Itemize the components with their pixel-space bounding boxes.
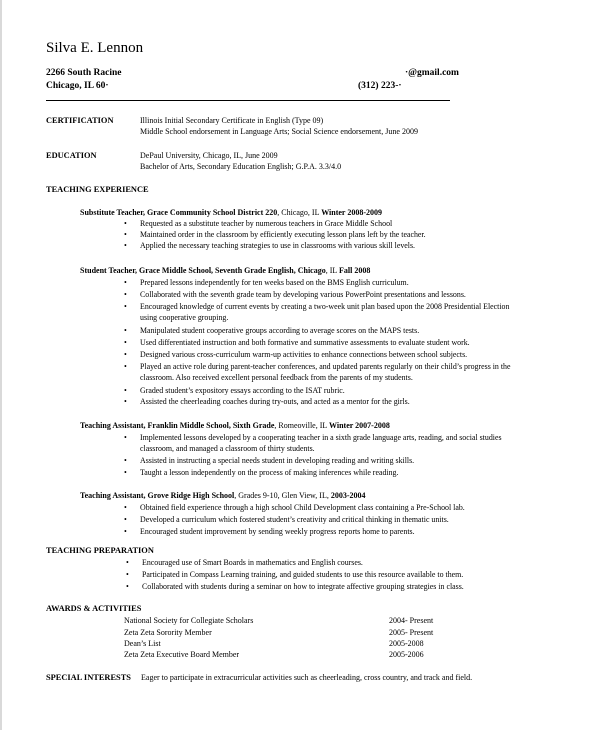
certification-heading: CERTIFICATION [46, 116, 114, 125]
bullet-icon: • [124, 325, 127, 335]
teaching-preparation-heading: TEACHING PREPARATION [46, 546, 154, 555]
list-item-continuation: classroom, and managed a classroom of thirty students. [140, 444, 315, 453]
awards-heading: AWARDS & ACTIVITIES [46, 604, 142, 613]
list-item: • Prepared lessons independently for ten weeks based on the BMS English curriculum. [124, 277, 409, 287]
award-name: National Society for Collegiate Scholars [124, 616, 254, 625]
bullet-icon: • [124, 361, 127, 371]
list-item: • Designed various cross-curriculum warm-up activities to enhance connections between school subjects. [124, 349, 468, 359]
bullet-icon: • [126, 581, 129, 591]
bullet-icon: • [124, 337, 127, 347]
list-item: • Maintained order in the classroom by efficiently executing lesson plans left by the teacher. [124, 229, 426, 239]
job-title-line [80, 208, 382, 217]
job-title: Teaching Assistant, Grove Ridge High School [80, 491, 235, 500]
list-item: • Encouraged knowledge of current events by creating a two-week unit plan based upon the 2008 Presidential Election [124, 301, 510, 311]
job-title-line [80, 266, 370, 275]
list-item: • Encouraged student improvement by sending weekly progress reports home to parents. [124, 526, 415, 536]
job-dates: Winter 2007-2008 [329, 421, 390, 430]
job-dates: Fall 2008 [339, 266, 371, 275]
job-dates: Winter 2008-2009 [321, 208, 382, 217]
job-title: Student Teacher, Grace Middle School, Seventh Grade English, Chicago [80, 266, 326, 275]
bullet-icon: • [124, 514, 127, 524]
bullet-icon: • [126, 569, 129, 579]
bullet-icon: • [124, 349, 127, 359]
job-title: Substitute Teacher, Grace Community School District 220 [80, 208, 278, 217]
certification-line: Middle School endorsement in Language Arts; Social Science endorsement, June 2009 [140, 127, 418, 136]
list-item: • Encouraged use of Smart Boards in mathematics and English courses. [126, 557, 363, 567]
bullet-icon: • [124, 526, 127, 536]
job-title: Teaching Assistant, Franklin Middle School, Sixth Grade [80, 421, 275, 430]
list-item-continuation: using cooperative grouping. [140, 313, 229, 322]
bullet-icon: • [124, 432, 127, 442]
award-dates: 2005-2008 [389, 639, 424, 648]
list-item: • Manipulated student cooperative groups according to average scores on the MAPS tests. [124, 325, 420, 335]
list-item: • Assisted in instructing a special needs student in developing reading and writing skills. [124, 455, 415, 465]
award-name: Zeta Zeta Executive Board Member [124, 650, 240, 659]
special-interests-heading: SPECIAL INTERESTS [46, 673, 131, 682]
list-item: • Used differentiated instruction and both formative and summative assessments to evaluate student work. [124, 337, 470, 347]
teaching-experience-heading: TEACHING EXPERIENCE [46, 185, 149, 194]
award-name: Dean’s List [124, 639, 161, 648]
bullet-icon: • [124, 301, 127, 311]
job-location: , Romeoville, IL [274, 421, 329, 430]
award-name: Zeta Zeta Sorority Member [124, 628, 212, 637]
header-divider [46, 100, 450, 101]
bullet-icon: • [124, 218, 127, 228]
education-line: Bachelor of Arts, Secondary Education English; G.P.A. 3.3/4.0 [140, 162, 342, 171]
award-dates: 2005-2006 [389, 650, 424, 659]
list-item: • Implemented lessons developed by a cooperating teacher in a sixth grade language arts, reading, and social studies [124, 432, 502, 442]
job-location: , Grades 9-10, Glen View, IL, [234, 491, 331, 500]
bullet-icon: • [126, 557, 129, 567]
list-item: • Developed a curriculum which fostered student’s creativity and critical thinking in thematic units. [124, 514, 449, 524]
job-location: , IL [325, 266, 339, 275]
bullet-icon: • [124, 455, 127, 465]
bullet-icon: • [124, 467, 127, 477]
special-interests-text: Eager to participate in extracurricular activities such as cheerleading, cross country, and track and field. [141, 673, 473, 682]
list-item: • Obtained field experience through a high school Child Development class containing a Pre-School lab. [124, 502, 465, 512]
page-edge [0, 0, 2, 730]
list-item: • Applied the necessary teaching strategies to use in classrooms with various skill levels. [124, 240, 416, 250]
award-dates: 2004- Present [389, 616, 434, 625]
list-item: • Graded student’s expository essays according to the ISAT rubric. [124, 385, 345, 395]
list-item: • Taught a lesson independently on the process of making inferences while reading. [124, 467, 399, 477]
bullet-icon: • [124, 277, 127, 287]
bullet-icon: • [124, 240, 127, 250]
list-item: • Participated in Compass Learning training, and guided students to use this resource available to them. [126, 569, 464, 579]
bullet-icon: • [124, 502, 127, 512]
phone: (312) 223-· [358, 81, 402, 91]
award-dates: 2005- Present [389, 628, 434, 637]
address-line-1: 2266 South Racine [46, 68, 122, 78]
certification-line: Illinois Initial Secondary Certificate in English (Type 09) [140, 116, 324, 125]
list-item: • Collaborated with the seventh grade team by developing various PowerPoint presentations and lessons. [124, 289, 466, 299]
education-heading: EDUCATION [46, 151, 97, 160]
email: ·@gmail.com [405, 68, 459, 78]
job-title-line [80, 421, 390, 430]
job-location: , Chicago, IL [277, 208, 322, 217]
list-item: • Requested as a substitute teacher by numerous teachers in Grace Middle School [124, 218, 393, 228]
job-title-line [80, 491, 366, 500]
list-item-continuation: classroom. Also received excellent personal feedback from the parents of my students. [140, 373, 413, 382]
list-item: • Played an active role during parent-teacher conferences, and updated parents regularly on their child’s progress in the [124, 361, 511, 371]
job-dates: 2003-2004 [330, 491, 366, 500]
list-item: • Assisted the cheerleading coaches during try-outs, and acted as a mentor for the girls. [124, 396, 410, 406]
address-line-2: Chicago, IL 60· [46, 81, 109, 91]
education-line: DePaul University, Chicago, IL, June 2009 [140, 151, 278, 160]
applicant-name: Silva E. Lennon [46, 40, 144, 56]
bullet-icon: • [124, 396, 127, 406]
bullet-icon: • [124, 385, 127, 395]
bullet-icon: • [124, 289, 127, 299]
bullet-icon: • [124, 229, 127, 239]
list-item: • Collaborated with students during a seminar on how to integrate affective grouping strategies in class. [126, 581, 464, 591]
